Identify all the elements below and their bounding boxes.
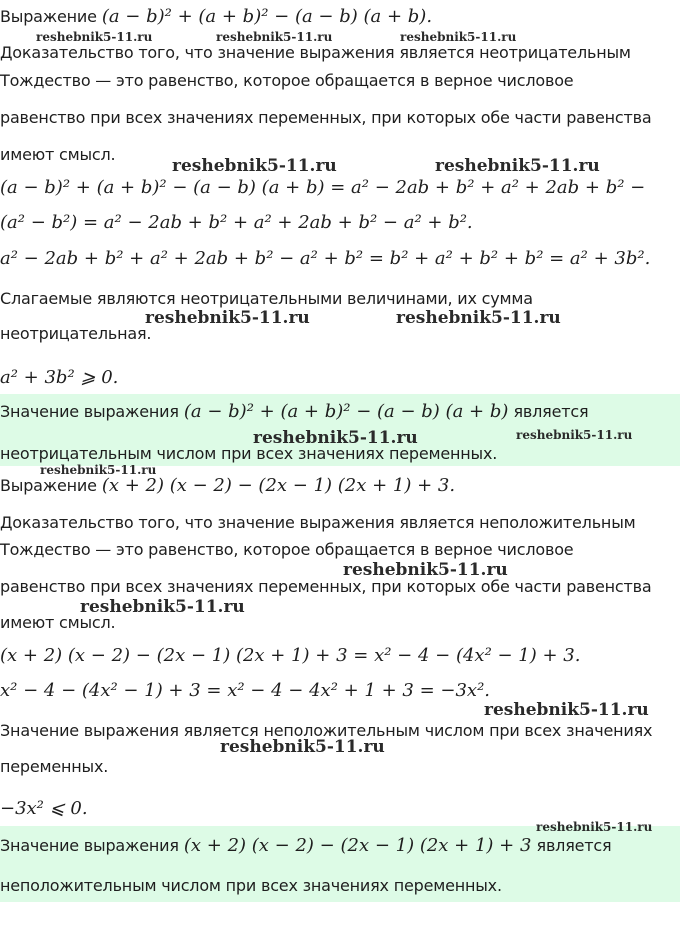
identity-definition-line1: Тождество — это равенство, которое обращается в верное числовое	[0, 540, 574, 559]
watermark: reshebnik5-11.ru	[80, 597, 245, 617]
watermark: reshebnik5-11.ru	[253, 428, 418, 448]
note-line2: переменных.	[0, 757, 109, 776]
watermark: reshebnik5-11.ru	[220, 737, 385, 757]
identity-definition-line2: равенство при всех значениях переменных, при которых обе части равенства	[0, 577, 652, 596]
watermark: reshebnik5-11.ru	[516, 428, 633, 442]
proof-heading-1: Доказательство того, что значение выражения является неотрицательным	[0, 43, 631, 62]
conclusion-line1	[0, 835, 611, 857]
conclusion-line2: неположительным числом при всех значениях переменных.	[0, 876, 502, 895]
expression-line-1	[0, 6, 432, 28]
calculation-line1: (x + 2) (x − 2) − (2x − 1) (2x + 1) + 3 = x² − 4 − (4x² − 1) + 3.	[0, 645, 581, 666]
watermark: reshebnik5-11.ru	[536, 820, 653, 834]
conclusion-prefix: Значение выражения	[0, 836, 179, 855]
expression-formula: (a − b)² + (a + b)² − (a − b) (a + b).	[101, 6, 433, 27]
expression-line-2	[0, 475, 455, 497]
conclusion-suffix: является	[536, 836, 612, 855]
note-line1: Слагаемые являются неотрицательными величинами, их сумма	[0, 289, 533, 308]
watermark: reshebnik5-11.ru	[36, 30, 153, 44]
watermark: reshebnik5-11.ru	[343, 560, 508, 580]
watermark: reshebnik5-11.ru	[216, 30, 333, 44]
inequality: a² + 3b² ⩾ 0.	[0, 367, 119, 388]
conclusion-line1	[0, 401, 588, 423]
watermark: reshebnik5-11.ru	[40, 463, 157, 477]
watermark: reshebnik5-11.ru	[145, 308, 310, 328]
watermark: reshebnik5-11.ru	[400, 30, 517, 44]
expression-formula: (x + 2) (x − 2) − (2x − 1) (2x + 1) + 3.	[101, 475, 456, 496]
watermark: reshebnik5-11.ru	[172, 156, 337, 176]
conclusion-formula: (a − b)² + (a + b)² − (a − b) (a + b)	[183, 401, 509, 422]
note-line1: Значение выражения является неположительным числом при всех значениях	[0, 721, 653, 740]
calculation-line1: (a − b)² + (a + b)² − (a − b) (a + b) = a² − 2ab + b² + a² + 2ab + b² −	[0, 177, 646, 198]
identity-definition-line2: равенство при всех значениях переменных, при которых обе части равенства	[0, 108, 652, 127]
watermark: reshebnik5-11.ru	[435, 156, 600, 176]
proof-heading-2: Доказательство того, что значение выражения является неположительным	[0, 513, 636, 532]
watermark: reshebnik5-11.ru	[396, 308, 561, 328]
identity-definition-line1: Тождество — это равенство, которое обращается в верное числовое	[0, 71, 574, 90]
expression-label: Выражение	[0, 7, 97, 26]
conclusion-prefix: Значение выражения	[0, 402, 179, 421]
conclusion-suffix: является	[513, 402, 589, 421]
calculation-line2: (a² − b²) = a² − 2ab + b² + a² + 2ab + b² − a² + b².	[0, 212, 473, 233]
conclusion-formula: (x + 2) (x − 2) − (2x − 1) (2x + 1) + 3	[183, 835, 532, 856]
identity-definition-line3: имеют смысл.	[0, 613, 116, 632]
note-line2: неотрицательная.	[0, 324, 152, 343]
identity-definition-line3: имеют смысл.	[0, 145, 116, 164]
calculation-line3: a² − 2ab + b² + a² + 2ab + b² − a² + b² = b² + a² + b² + b² = a² + 3b².	[0, 248, 651, 269]
calculation-line2: x² − 4 − (4x² − 1) + 3 = x² − 4 − 4x² + 1 + 3 = −3x².	[0, 680, 491, 701]
watermark: reshebnik5-11.ru	[484, 700, 649, 720]
conclusion-line2: неотрицательным числом при всех значениях переменных.	[0, 444, 498, 463]
inequality: −3x² ⩽ 0.	[0, 798, 88, 819]
expression-label: Выражение	[0, 476, 97, 495]
